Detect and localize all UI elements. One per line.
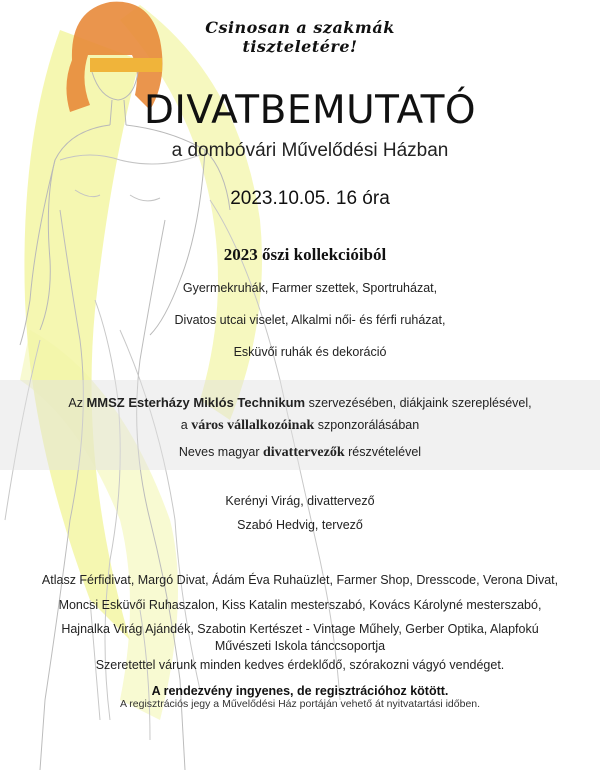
sponsor-list-line: Atlasz Férfidivat, Margó Divat, Ádám Éva Ruhaüzlet, Farmer Shop, Dresscode, Verona Divat, xyxy=(41,573,559,587)
sponsor-suffix: szponzorálásában xyxy=(317,418,420,432)
category-line: Gyermekruhák, Farmer szettek, Sportruházat, xyxy=(182,281,438,295)
designers-intro-emphasis: divattervezők xyxy=(262,445,345,460)
free-entry-note: A rendezvény ingyenes, de regisztrációhoz kötött. xyxy=(151,684,449,698)
welcome-text: Szeretettel várunk minden kedves érdeklődő, szórakozni vágyó vendéget. xyxy=(95,658,505,672)
sponsor-list-line: Hajnalka Virág Ajándék, Szabotin Kertészet - Vintage Műhely, Gerber Optika, Alapfokú xyxy=(61,622,539,636)
designer-name: Szabó Hedvig, tervező xyxy=(237,518,363,532)
registration-note: A regisztrációs jegy a Művelődési Ház portáján vehető át nyitvatartási időben. xyxy=(119,698,481,710)
school-name: MMSZ Esterházy Miklós Technikum xyxy=(86,395,306,410)
category-line: Divatos utcai viselet, Alkalmi női- és férfi ruházat, xyxy=(174,313,446,327)
blindfold-band xyxy=(90,58,162,72)
organizer-line xyxy=(0,395,600,410)
sponsor-list-line: Művészeti Iskola tánccsoportja xyxy=(214,639,386,653)
tagline: Csinosan a szakmák tiszteletére! xyxy=(205,18,395,56)
category-line: Esküvői ruhák és dekoráció xyxy=(233,345,387,359)
event-datetime: 2023.10.05. 16 óra xyxy=(230,188,390,209)
organizer-suffix: szervezésében, diákjaink szereplésével, xyxy=(308,396,532,410)
page-title: DIVATBEMUTATÓ xyxy=(143,88,477,133)
designers-intro-line xyxy=(0,445,600,461)
venue-subtitle: a dombóvári Művelődési Házban xyxy=(171,140,449,161)
sponsor-emphasis: város vállalkozóinak xyxy=(191,418,315,433)
organizer-prefix: Az xyxy=(68,396,83,410)
designer-name: Kerényi Virág, divattervező xyxy=(225,494,375,508)
sponsor-line xyxy=(0,418,600,434)
designers-intro-prefix: Neves magyar xyxy=(178,445,260,459)
designers-intro-suffix: részvételével xyxy=(348,445,422,459)
collection-heading: 2023 őszi kollekcióiból xyxy=(223,245,387,264)
sponsor-list-line: Moncsi Esküvői Ruhaszalon, Kiss Katalin mesterszabó, Kovács Károlyné mesterszabó, xyxy=(58,598,542,612)
sponsor-prefix: a xyxy=(180,418,188,432)
